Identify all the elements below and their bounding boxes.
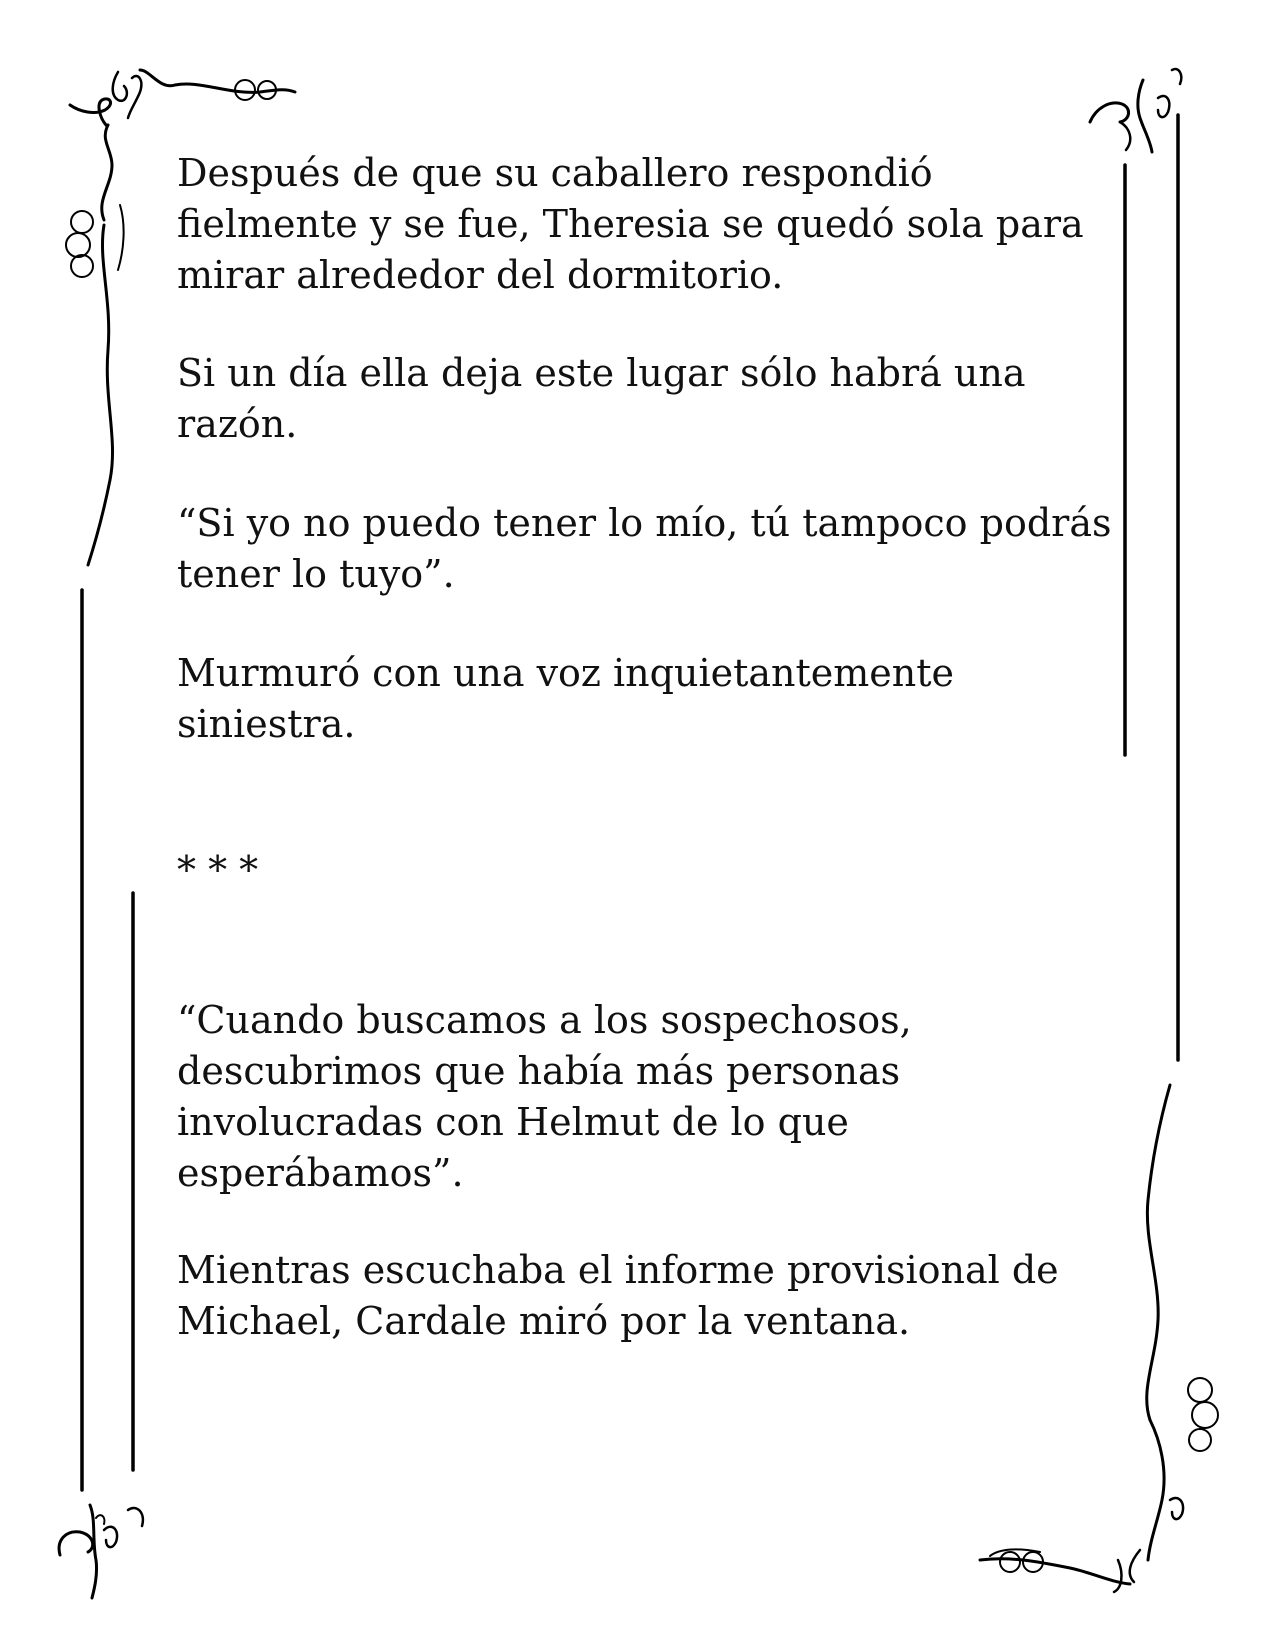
paragraph-line: siniestra. — [177, 702, 356, 746]
paragraph-line: Michael, Cardale miró por la ventana. — [177, 1299, 911, 1343]
paragraph-line: mirar alrededor del dormitorio. — [177, 253, 784, 297]
paragraph-4 — [177, 648, 1107, 750]
flourish-bottom-left-icon — [59, 1505, 143, 1598]
flourish-top-right-icon — [1090, 69, 1181, 152]
paragraph-line: razón. — [177, 402, 298, 446]
paragraph-line: descubrimos que había más personas — [177, 1049, 901, 1093]
paragraph-3 — [177, 498, 1112, 600]
paragraph-line: esperábamos”. — [177, 1151, 464, 1195]
paragraph-line: involucradas con Helmut de lo que — [177, 1100, 849, 1144]
paragraph-6 — [177, 1245, 1107, 1347]
paragraph-5 — [177, 995, 1107, 1199]
paragraph-line: Mientras escuchaba el informe provisional de — [177, 1248, 1059, 1292]
paragraph-line: Después de que su caballero respondió — [177, 151, 933, 195]
paragraph-line: “Si yo no puedo tener lo mío, tú tampoco podrás — [177, 501, 1112, 545]
scene-break-marker: * * * — [177, 848, 259, 892]
paragraph-line: “Cuando buscamos a los sospechosos, — [177, 998, 912, 1042]
paragraph-line: Murmuró con una voz inquietantemente — [177, 651, 954, 695]
paragraph-1 — [177, 148, 1107, 301]
flourish-top-left-icon — [66, 70, 295, 565]
paragraph-line: Si un día ella deja este lugar sólo habrá una — [177, 351, 1026, 395]
paragraph-2 — [177, 348, 1107, 450]
scene-break — [177, 845, 1107, 896]
paragraph-line: tener lo tuyo”. — [177, 552, 455, 596]
paragraph-line: fielmente y se fue, Theresia se quedó sola para — [177, 202, 1084, 246]
